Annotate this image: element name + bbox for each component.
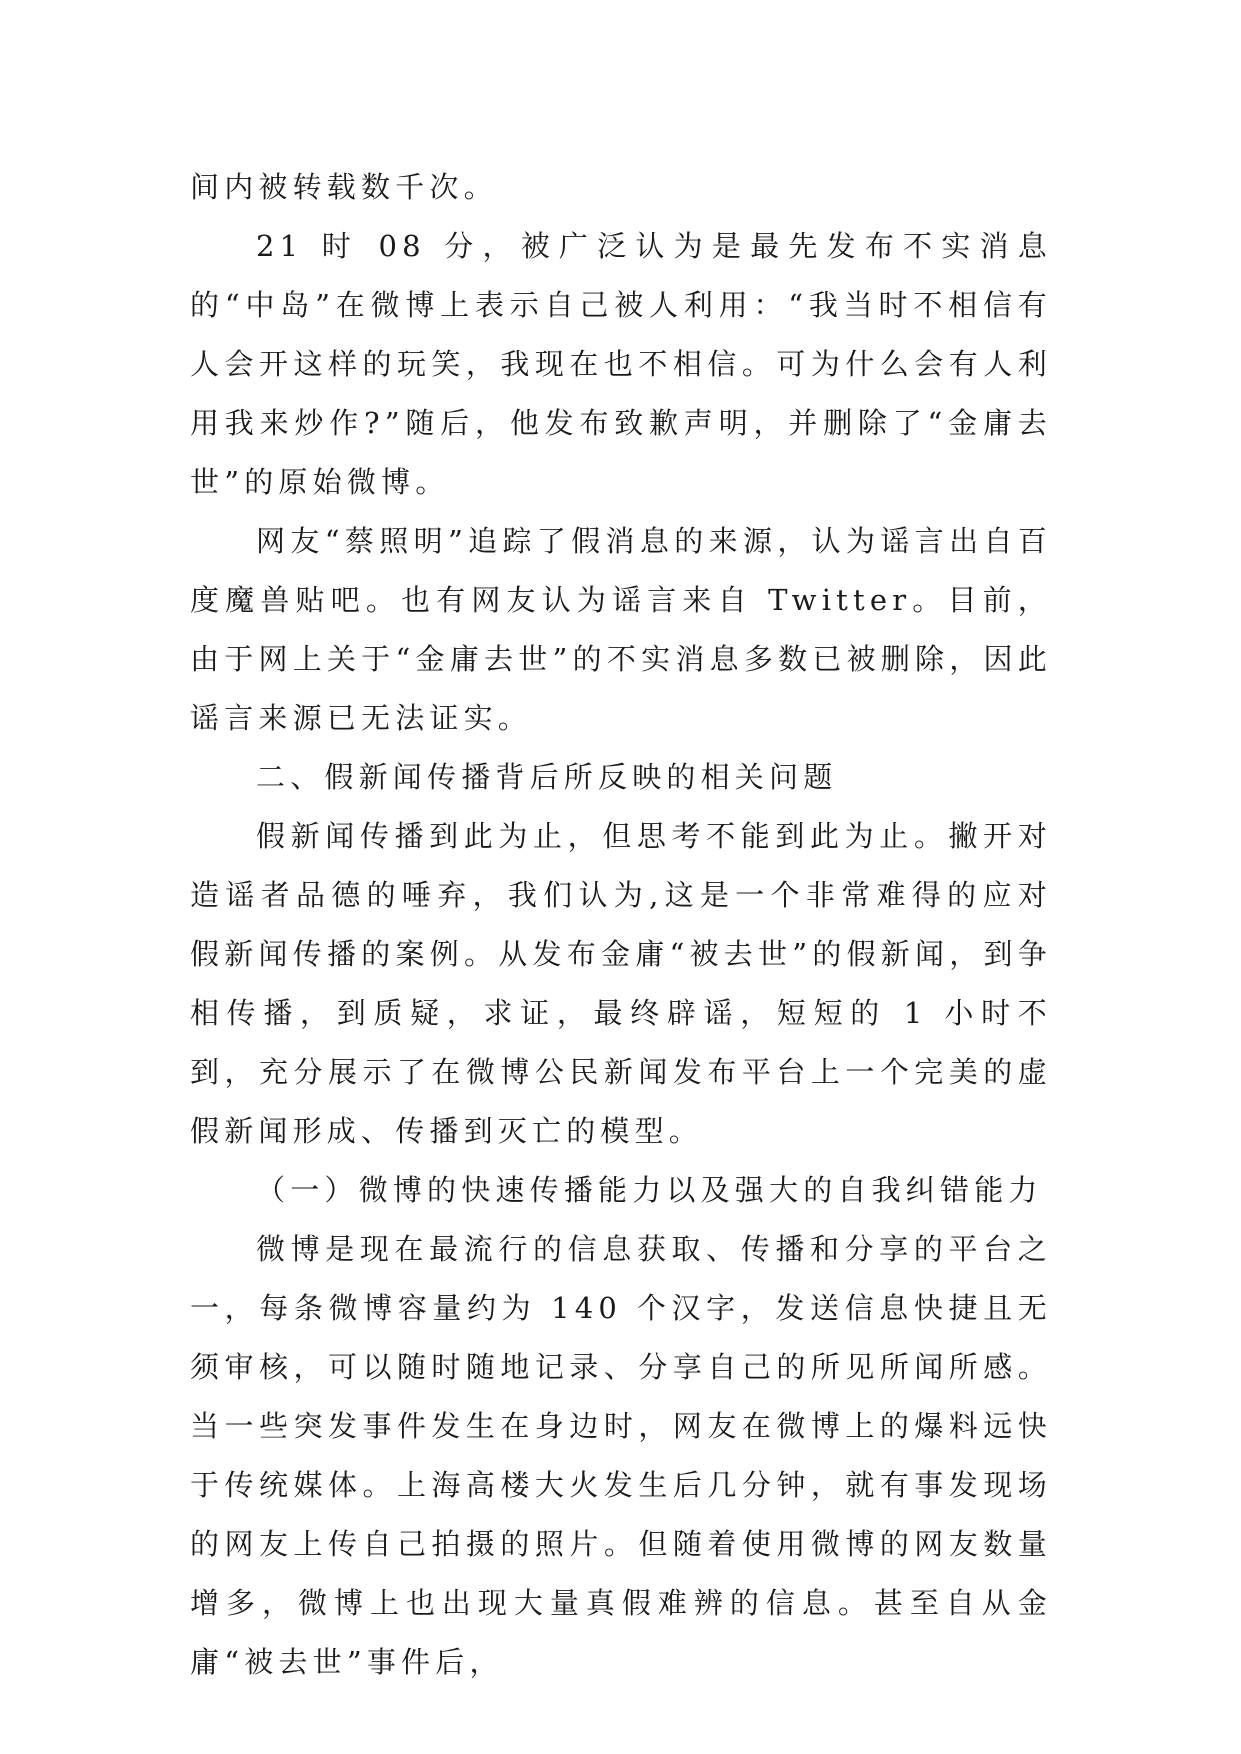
body-text <box>190 158 1052 1692</box>
section-heading-two: 二、假新闻传播背后所反映的相关问题 <box>256 760 838 794</box>
paragraph-continuation: 间内被转载数千次。 <box>190 170 498 204</box>
paragraph-rumor-source: 网友“蔡照明”追踪了假消息的来源，认为谣言出自百度魔兽贴吧。也有网友认为谣言来自 Twitter。目前，由于网上关于“金庸去世”的不实消息多数已被删除，因此谣言来源已无法证实。 <box>190 524 1052 735</box>
paragraph-zhongdao-statement: 21 时 08 分，被广泛认为是最先发布不实消息的“中岛”在微博上表示自己被人利用：“我当时不相信有人会开这样的玩笑，我现在也不相信。可为什么会有人利用我来炒作?”随后，他发布致歉声明，并删除了“金庸去世”的原始微博。 <box>190 229 1052 499</box>
paragraph-reflection: 假新闻传播到此为止，但思考不能到此为止。撇开对造谣者品德的唾弃，我们认为,这是一个非常难得的应对假新闻传播的案例。从发布金庸“被去世”的假新闻，到争相传播，到质疑，求证，最终辟谣，短短的 1 小时不到，充分展示了在微博公民新闻发布平台上一个完美的虚假新闻形成、传播到灭亡的模型。 <box>190 819 1052 1148</box>
paragraph-weibo-overview: 微博是现在最流行的信息获取、传播和分享的平台之一，每条微博容量约为 140 个汉字，发送信息快捷且无须审核，可以随时随地记录、分享自己的所见所闻所感。当一些突发事件发生在身边时，网友在微博上的爆料远快于传统媒体。上海高楼大火发生后几分钟，就有事发现场的网友上传自己拍摄的照片。但随着使用微博的网友数量增多，微博上也出现大量真假难辨的信息。甚至自从金庸“被去世”事件后， <box>190 1232 1052 1679</box>
subsection-heading-one: （一）微博的快速传播能力以及强大的自我纠错能力 <box>256 1173 1043 1207</box>
